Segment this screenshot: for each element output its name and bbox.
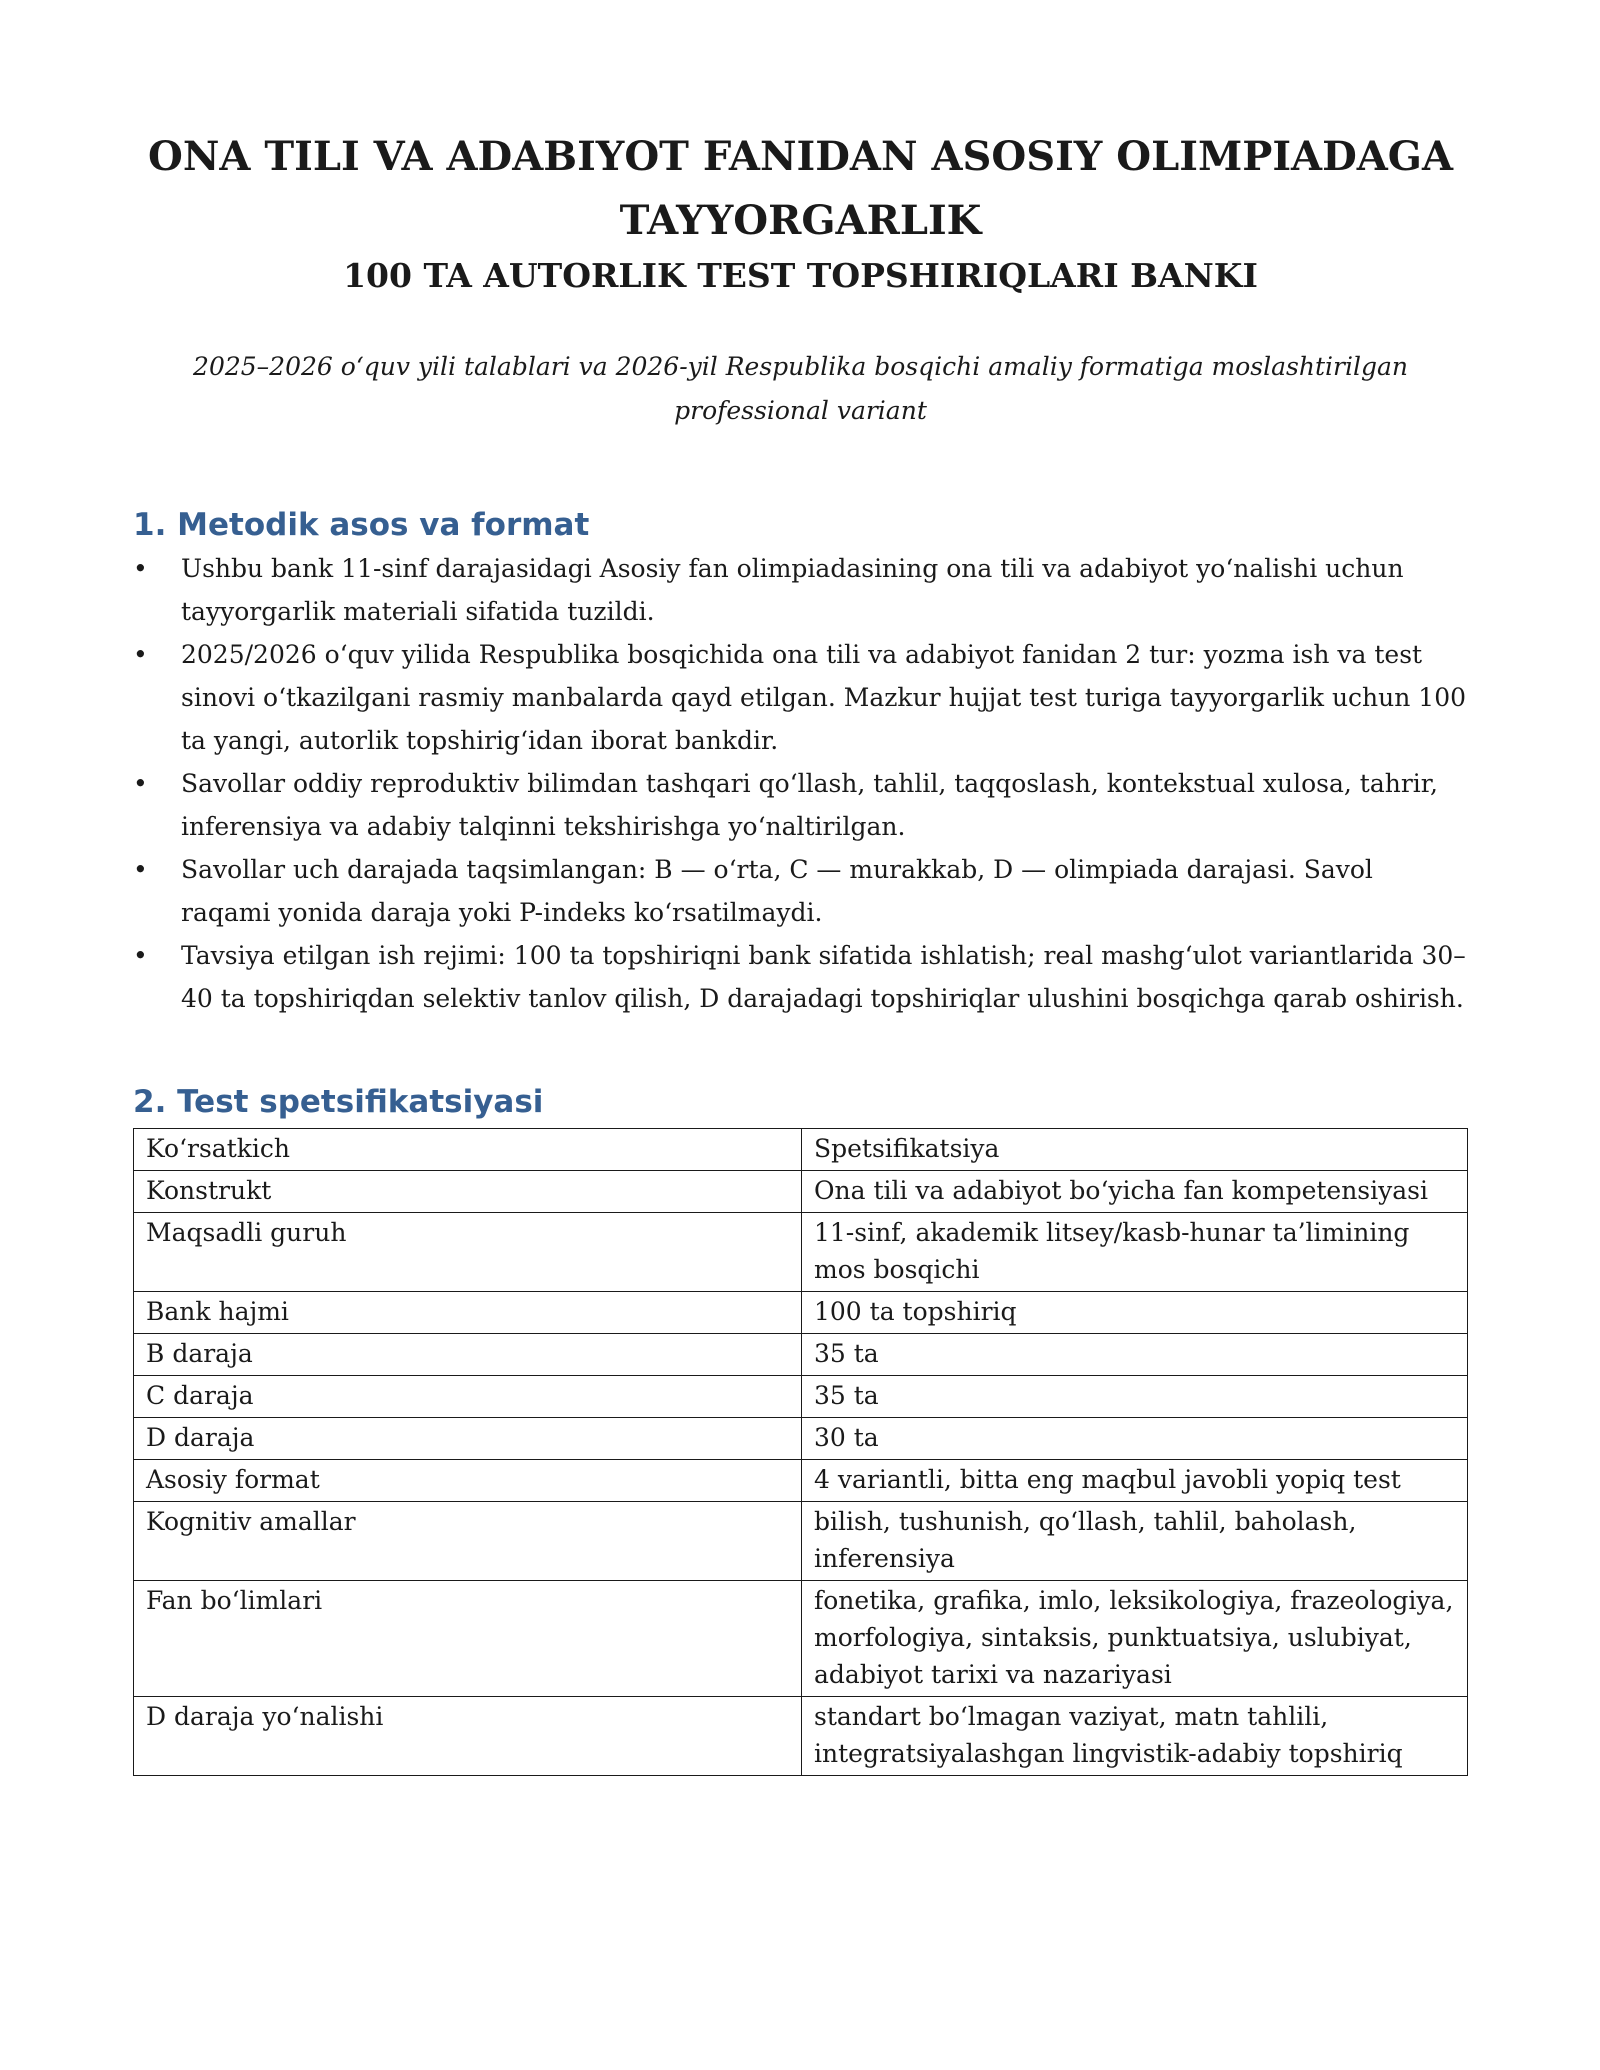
table-cell-indicator: Kognitiv amallar <box>134 1502 802 1581</box>
metodik-asos-list <box>133 547 1468 1020</box>
table-cell-specification: standart bo‘lmagan vaziyat, matn tahlili, integratsiyalashgan lingvistik-adabiy topshiriq <box>802 1697 1468 1776</box>
bullet-icon: • <box>133 941 148 970</box>
list-item-text: Savollar oddiy reproduktiv bilimdan tashqari qo‘llash, tahlil, taqqoslash, kontekstual xulosa, tahrir, inferensiya va adabiy talqinni tekshirishga yo‘naltirilgan. <box>181 769 1438 841</box>
table-row <box>134 1213 1468 1292</box>
table-cell-indicator: B daraja <box>134 1334 802 1376</box>
table-cell-specification: 100 ta topshiriq <box>802 1292 1468 1334</box>
table-cell-indicator: D daraja <box>134 1418 802 1460</box>
bullet-icon: • <box>133 769 148 798</box>
table-cell-indicator: Bank hajmi <box>134 1292 802 1334</box>
section-heading-test-spetsifikatsiyasi: 2. Test spetsifikatsiyasi <box>133 1084 544 1120</box>
table-cell-specification: 4 variantli, bitta eng maqbul javobli yopiq test <box>802 1460 1468 1502</box>
table-cell-specification: fonetika, grafika, imlo, leksikologiya, frazeologiya, morfologiya, sintaksis, punktuatsiya, uslubiyat, adabiyot tarixi va nazariyasi <box>802 1581 1468 1697</box>
table-cell-specification: 30 ta <box>802 1418 1468 1460</box>
document-page <box>133 125 1468 1776</box>
specification-table <box>133 1128 1468 1776</box>
table-row <box>134 1418 1468 1460</box>
table-cell-specification: bilish, tushunish, qo‘llash, tahlil, baholash, inferensiya <box>802 1502 1468 1581</box>
table-cell-specification: 35 ta <box>802 1334 1468 1376</box>
table-header-cell: Spetsifikatsiya <box>802 1129 1468 1171</box>
table-cell-specification: 35 ta <box>802 1376 1468 1418</box>
table-row <box>134 1502 1468 1581</box>
table-header-row <box>134 1129 1468 1171</box>
table-cell-indicator: Fan bo‘limlari <box>134 1581 802 1697</box>
list-item-text: Tavsiya etilgan ish rejimi: 100 ta topshiriqni bank sifatida ishlatish; real mashg‘ulot variantlarida 30–40 ta topshiriqdan selektiv tanlov qilish, D darajadagi topshiriqlar ulushini bosqichga qarab oshirish. <box>181 941 1466 1013</box>
bullet-icon: • <box>133 640 148 669</box>
list-item <box>133 848 1468 934</box>
table-cell-specification: Ona tili va adabiyot bo‘yicha fan kompetensiyasi <box>802 1171 1468 1213</box>
table-row <box>134 1334 1468 1376</box>
table-row <box>134 1292 1468 1334</box>
table-cell-indicator: Konstrukt <box>134 1171 802 1213</box>
table-row <box>134 1581 1468 1697</box>
list-item-text: Savollar uch darajada taqsimlangan: B — o‘rta, C — murakkab, D — olimpiada darajasi. Savol raqami yonida daraja yoki P-indeks ko‘rsatilmaydi. <box>181 855 1373 927</box>
table-cell-specification: 11-sinf, akademik litsey/kasb-hunar ta’limining mos bosqichi <box>802 1213 1468 1292</box>
document-subtitle: 100 TA AUTORLIK TEST TOPSHIRIQLARI BANKI <box>343 256 1258 295</box>
section-heading-metodik-asos: 1. Metodik asos va format <box>133 507 590 543</box>
bullet-icon: • <box>133 554 148 583</box>
list-item <box>133 633 1468 762</box>
list-item <box>133 934 1468 1020</box>
list-item <box>133 547 1468 633</box>
list-item-text: 2025/2026 o‘quv yilida Respublika bosqichida ona tili va adabiyot fanidan 2 tur: yozma ish va test sinovi o‘tkazilgani rasmiy manbalarda qayd etilgan. Mazkur hujjat test turiga tayyorgarlik uchun 100 ta yangi, autorlik topshirig‘idan iborat bankdir. <box>181 640 1467 755</box>
table-cell-indicator: Asosiy format <box>134 1460 802 1502</box>
table-cell-indicator: D daraja yo‘nalishi <box>134 1697 802 1776</box>
list-item <box>133 762 1468 848</box>
table-row <box>134 1376 1468 1418</box>
bullet-icon: • <box>133 855 148 884</box>
document-lead: 2025–2026 o‘quv yili talablari va 2026-yil Respublika bosqichi amaliy formatiga moslashtirilgan professional variant <box>193 352 1408 425</box>
table-cell-indicator: Maqsadli guruh <box>134 1213 802 1292</box>
document-title: ONA TILI VA ADABIYOT FANIDAN ASOSIY OLIMPIADAGA TAYYORGARLIK <box>148 133 1453 244</box>
table-row <box>134 1171 1468 1213</box>
table-cell-indicator: C daraja <box>134 1376 802 1418</box>
table-row <box>134 1697 1468 1776</box>
list-item-text: Ushbu bank 11-sinf darajasidagi Asosiy fan olimpiadasining ona tili va adabiyot yo‘nalishi uchun tayyorgarlik materiali sifatida tuzildi. <box>181 554 1404 626</box>
table-header-cell: Ko‘rsatkich <box>134 1129 802 1171</box>
table-row <box>134 1460 1468 1502</box>
